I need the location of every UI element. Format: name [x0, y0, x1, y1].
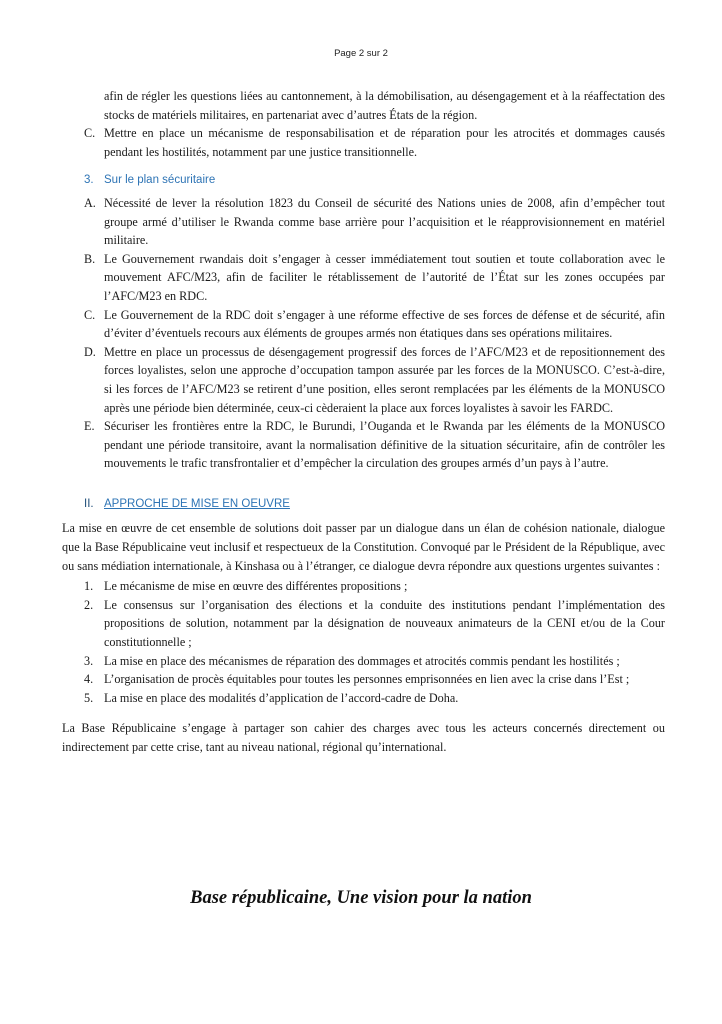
list-item-text: Le Gouvernement rwandais doit s’engager à cesser immédiatement tout soutien et toute collaboration avec le mouvement AFC/M23, afin de faciliter le rétablissement de l’autorité de l’État sur les zones occupées par l’AFC/M23 en RDC.: [104, 251, 665, 303]
heading-number: 3.: [84, 174, 94, 187]
list-marker: E.: [84, 419, 95, 434]
approach-intro-paragraph: La mise en œuvre de cet ensemble de solutions doit passer par un dialogue dans un élan de cohésion nationale, dialogue que la Base Républicaine veut inclusif et respectueux de la Constitution. Convoqué par le Président de la République, avec ou sans médiation internationale, à Kinshasa ou à l’étranger, ce dialogue devra répondre aux questions urgentes suivantes :: [62, 521, 665, 573]
list-item: [62, 194, 665, 250]
list-item-text: La mise en place des modalités d’application de l’accord-cadre de Doha.: [104, 690, 459, 705]
list-item-text: L’organisation de procès équitables pour toutes les personnes emprisonnées en lien avec la crise dans l’Est ;: [104, 672, 630, 687]
heading-title: Sur le plan sécuritaire: [104, 174, 216, 187]
section-heading-security: [62, 171, 665, 190]
list-marker: 5.: [84, 690, 94, 705]
list-item: [62, 417, 665, 473]
slogan: Base républicaine, Une vision pour la nation: [190, 888, 532, 908]
list-item-text: Mettre en place un processus de désengagement progressif des forces de l’AFC/M23 et de repositionnement des forces loyalistes, selon une approche d’occupation tampon assurée par les forces de la MONUSCO. C’est-à-dire, si les forces de l’AFC/M23 se retirent d’une position, elles seront remplacées par les éléments de la MONUSCO après une période bien déterminée, ceux-ci cèderaient la place aux forces loyalistes à savoir les FARDC.: [104, 344, 665, 415]
list-item: [62, 652, 665, 671]
list-item: [62, 689, 665, 708]
list-marker: 4.: [84, 672, 94, 687]
list-item-text: La mise en place des mécanismes de réparation des dommages et atrocités commis pendant les hostilités ;: [104, 653, 620, 668]
list-item: [62, 124, 665, 161]
list-item-text: Sécuriser les frontières entre la RDC, le Burundi, l’Ouganda et le Rwanda par les éléments de la MONUSCO pendant une période transitoire, avant la normalisation définitive de la situation sécuritaire, afin de contrôler les mouvements le trafic transfrontalier et d’empêcher la circulation des groupes armés d’un pays à l’autre.: [104, 419, 665, 471]
list-item-text: Le Gouvernement de la RDC doit s’engager à une réforme effective de ses forces de défense et de sécurité, afin d’éviter d’éventuels recours aux éléments de groupes armés non étatiques dans ses opérations militaires.: [104, 307, 665, 341]
list-marker: C.: [84, 126, 96, 141]
list-item: [62, 577, 665, 596]
list-item: [62, 250, 665, 306]
list-item: [62, 343, 665, 417]
list-marker: 1.: [84, 579, 94, 594]
list-item-text: Le consensus sur l’organisation des élections et la conduite des institutions pendant l’implémentation des propositions de solution, notamment par la désignation de nouveaux animateurs de la CENI et/ou de la Cour constitutionnelle ;: [104, 597, 665, 650]
page-number-header: Page 2 sur 2: [334, 48, 388, 59]
heading-title: APPROCHE DE MISE EN OEUVRE: [104, 497, 290, 510]
list-marker: C.: [84, 307, 96, 322]
list-item-text: Le mécanisme de mise en œuvre des différentes propositions ;: [104, 579, 408, 594]
continuation-paragraph: afin de régler les questions liées au cantonnement, à la démobilisation, au désengagement et à la réaffectation des stocks de matériels militaires, en partenariat avec d’autres États de la région.: [104, 89, 665, 122]
security-list: [62, 194, 665, 473]
document-body: [62, 87, 665, 757]
closing-paragraph: La Base Républicaine s’engage à partager son cahier des charges avec tous les acteurs concernés directement ou indirectement par cette crise, tant au niveau national, régional qu’international.: [62, 721, 665, 754]
list-item-text: Nécessité de lever la résolution 1823 du Conseil de sécurité des Nations unies de 2008, afin d’empêcher tout groupe armé d’utiliser le Rwanda comme base arrière pour l’acquisition et le réapprovisionnement en matériel militaire.: [104, 195, 665, 248]
list-marker: B.: [84, 251, 96, 266]
list-item: [62, 306, 665, 343]
section-heading-approach: [62, 495, 665, 514]
list-marker: 3.: [84, 653, 94, 668]
list-marker: D.: [84, 344, 96, 359]
list-marker: A.: [84, 195, 96, 210]
list-item: [62, 596, 665, 652]
list-marker: 2.: [84, 597, 94, 612]
heading-number: II.: [84, 497, 94, 510]
list-item: [62, 670, 665, 689]
list-item-text: Mettre en place un mécanisme de responsabilisation et de réparation pour les atrocités et dommages causés pendant les hostilités, notamment par une justice transitionnelle.: [104, 126, 665, 159]
approach-list: [62, 577, 665, 707]
